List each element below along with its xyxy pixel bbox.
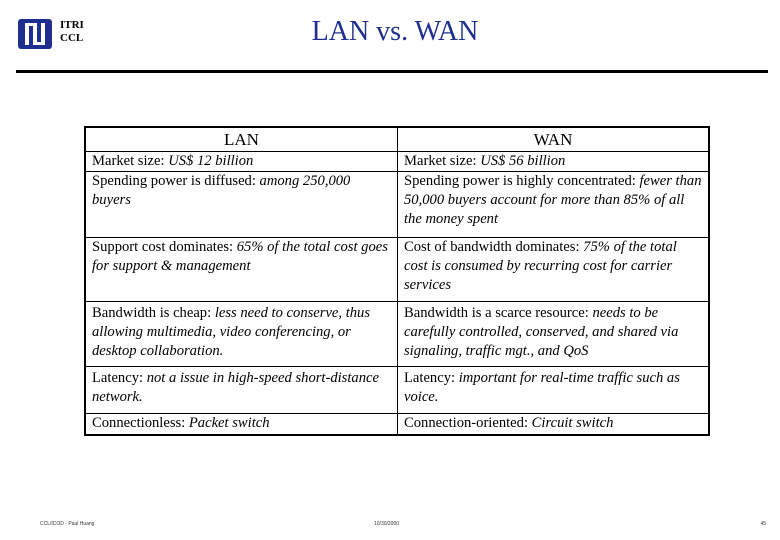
cell-label: Connection-oriented:: [404, 415, 532, 431]
table-row: [85, 172, 709, 238]
lan-cell: [85, 367, 398, 414]
cell-label: Bandwidth is cheap:: [92, 305, 215, 321]
org-label: [60, 19, 84, 45]
cell-value: US$ 12 billion: [168, 153, 254, 169]
cell-label: Support cost dominates:: [92, 239, 237, 255]
cell-label: Connectionless:: [92, 415, 189, 431]
slide-title: LAN vs. WAN: [311, 16, 479, 47]
table-row: [85, 414, 709, 436]
lan-cell: [85, 152, 398, 172]
cell-label: Market size:: [404, 153, 481, 169]
column-header-wan: WAN: [398, 127, 710, 152]
cell-value: 65% of the total cost goes for support & management: [92, 239, 388, 274]
cell-label: Latency:: [92, 370, 147, 386]
cell-value: among 250,000 buyers: [92, 173, 351, 208]
table-row: [85, 238, 709, 302]
cell-value: important for real-time traffic such as voice.: [404, 370, 680, 405]
lan-cell: [85, 172, 398, 238]
cell-label: Bandwidth is a scarce resource:: [404, 305, 593, 321]
table-row: [85, 367, 709, 414]
cell-label: Spending power is highly concentrated:: [404, 173, 640, 189]
lan-cell: [85, 238, 398, 302]
wan-cell: [398, 367, 710, 414]
wan-cell: [398, 172, 710, 238]
org-line-1: ITRI: [60, 19, 84, 31]
cell-label: Latency:: [404, 370, 459, 386]
table-row: [85, 302, 709, 367]
cell-value: not a issue in high-speed short-distance network.: [92, 370, 379, 405]
footer-date: 10/30/2000: [374, 521, 400, 527]
cell-label: Cost of bandwidth dominates:: [404, 239, 584, 255]
cell-value: Packet switch: [188, 415, 270, 431]
table-header-row: [85, 127, 709, 152]
wan-cell: [398, 414, 710, 436]
lan-cell: [85, 414, 398, 436]
cell-value: 75% of the total cost is consumed by recurring cost for carrier services: [404, 239, 677, 293]
cell-value: Circuit switch: [531, 415, 614, 431]
table-row: [85, 152, 709, 172]
lan-cell: [85, 302, 398, 367]
header-divider: [16, 70, 768, 73]
itri-logo-icon: [18, 19, 52, 49]
cell-label: Spending power is diffused:: [92, 173, 260, 189]
column-header-lan: LAN: [85, 127, 398, 152]
cell-value: US$ 56 billion: [480, 153, 566, 169]
footer-author: CCL/ICOD · Paul Huang: [40, 521, 95, 527]
comparison-table: [84, 126, 710, 436]
wan-cell: [398, 238, 710, 302]
wan-cell: [398, 302, 710, 367]
wan-cell: [398, 152, 710, 172]
org-line-2: CCL: [60, 32, 84, 44]
cell-value: needs to be carefully controlled, conserved, and shared via signaling, traffic mgt., and QoS: [404, 305, 679, 359]
cell-value: less need to conserve, thus allowing multimedia, video conferencing, or desktop collaboration.: [92, 305, 371, 359]
footer-page-number: 45: [760, 521, 766, 527]
cell-label: Market size:: [92, 153, 169, 169]
cell-value: fewer than 50,000 buyers account for more than 85% of all the money spent: [404, 173, 702, 227]
